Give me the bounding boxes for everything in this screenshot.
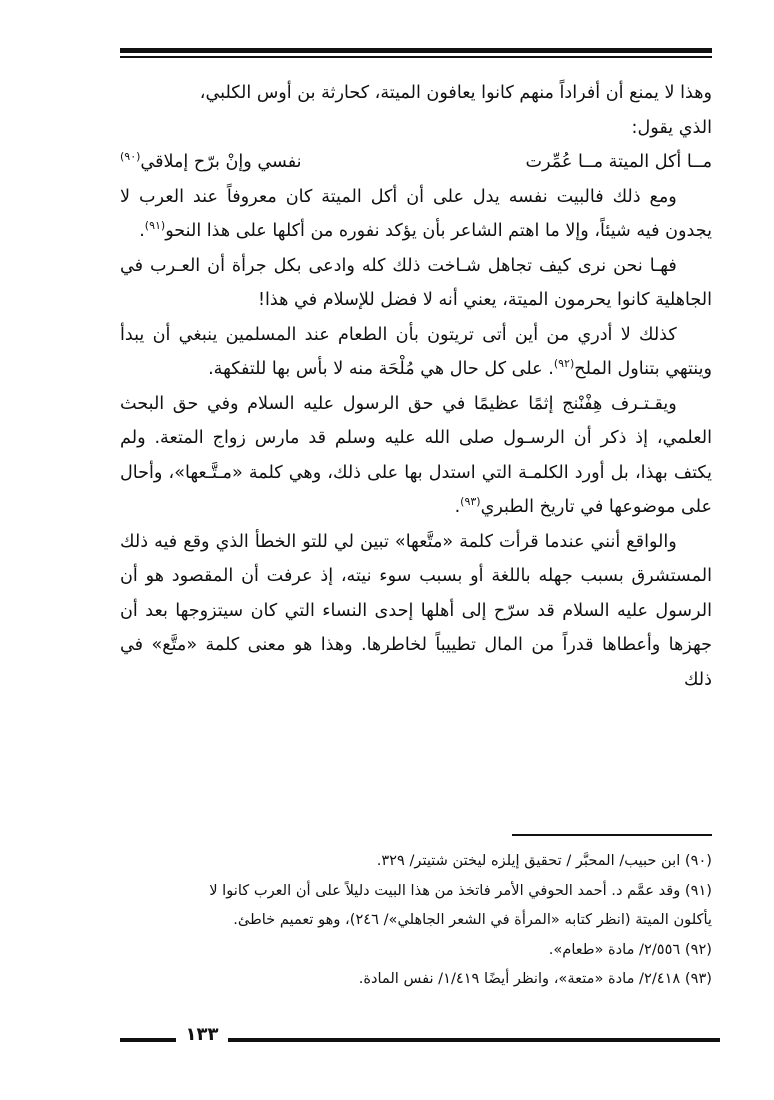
- poetry-verse: [120, 145, 712, 180]
- paragraph-2: ومع ذلك فالبيت نفسه يدل على أن أكل الميتة كان معروفاً عند العرب لا يجدون فيه شيئاً، وإلا ما اهتم الشاعر بأن يؤكد نفوره من أكلها على هذا النحو$^{(٩١)}$.: [120, 186, 712, 241]
- footnotes: [120, 846, 712, 994]
- paragraph-3: فهـا نحن نرى كيف تجاهل شـاخت ذلك كله وادعى بكل جرأة أن العـرب في الجاهلية كانوا يحرمون الميتة، يعني أنه لا فضل للإسلام في هذا!: [120, 255, 712, 310]
- footnote-ref-91: (٩١): [144, 219, 166, 233]
- verse-second-hemistich: نفسي وإنْ برّح إملاقي$^{(٩٠)}$: [120, 150, 302, 172]
- paragraph-6: والواقع أنني عندما قرأت كلمة «متَّعها» تبين لي للتو الخطأ الذي وقع فيه ذلك المستشرق بسبب جهله باللغة أو بسبب سوء نيته، إذ عرفت أن المقصود هو أن الرسول عليه السلام قد سرّح إلى أهلها إحدى النساء التي كان سيتزوجها بعد أن جهزها وأعطاها قدراً من المال تطييباً لخاطرها. وهذا هو معنى كلمة «متَّع» في ذلك: [120, 531, 712, 690]
- page-number: ١٣٣: [185, 1024, 219, 1045]
- paragraph-1-line-1: وهذا لا يمنع أن أفراداً منهم كانوا يعافون الميتة، كحارثة بن أوس الكلبي،: [199, 83, 712, 103]
- paragraph-5: ويقـتـرف هِفْنْنج إثمًا عظيمًا في حق الرسول عليه السلام وفي حق البحث العلمي، إذ ذكر أن الرسـول صلى الله عليه وسلم قد مارس زواج المتعة. ولم يكتف بهذا، بل أورد الكلمـة التي استدل بها على ذلك، وهي كلمة «مـتَّـعها»، وأحال على موضوعها في تاريخ الطبري$^{(٩٣)}$.: [120, 393, 712, 517]
- footnote-92: (٩٢) ٢/٥٥٦/ مادة «طعام».: [548, 940, 712, 958]
- footnote-91-line-1: (٩١) وقد عمَّم د. أحمد الحوفي الأمر فاتخذ من هذا البيت دليلاً على أن العرب كانوا لا: [209, 881, 712, 899]
- header-rule-thick: [120, 48, 712, 53]
- footnote-separator: [512, 834, 712, 836]
- footnote-91-line-2: يأكلون الميتة (انظر كتابه «المرأة في الشعر الجاهلي»/ ٢٤٦)، وهو تعميم خاطئ.: [233, 911, 712, 928]
- footer-rule-short: [120, 1038, 176, 1042]
- verse-first-hemistich: مــا أكل الميتة مــا عُمِّرت: [525, 152, 712, 172]
- footnote-ref-90: (٩٠): [120, 150, 141, 164]
- footnote-ref-93: (٩٣): [460, 495, 481, 509]
- footnote-ref-92: (٩٢): [553, 357, 575, 371]
- header-rule-thin: [120, 56, 712, 58]
- footer-rule-long: [228, 1038, 720, 1042]
- footnote-90: (٩٠) ابن حبيب/ المحبَّر / تحقيق إيلزه ليختن شتيتر/ ٣٢٩.: [376, 852, 712, 869]
- main-text: [120, 76, 712, 697]
- paragraph-1-line-2: الذي يقول:: [631, 117, 712, 138]
- paragraph-4: كذلك لا أدري من أين أتى تريتون بأن الطعام عند المسلمين ينبغي أن يبدأ وينتهي بتناول الملح$^{(٩٢)}$. على كل حال هي مُلْحَة منه لا بأس بها للتفكهة.: [120, 324, 712, 379]
- footnote-93: (٩٣) ٢/٤١٨/ مادة «متعة»، وانظر أيضًا ١/٤١٩/ نفس المادة.: [358, 970, 712, 987]
